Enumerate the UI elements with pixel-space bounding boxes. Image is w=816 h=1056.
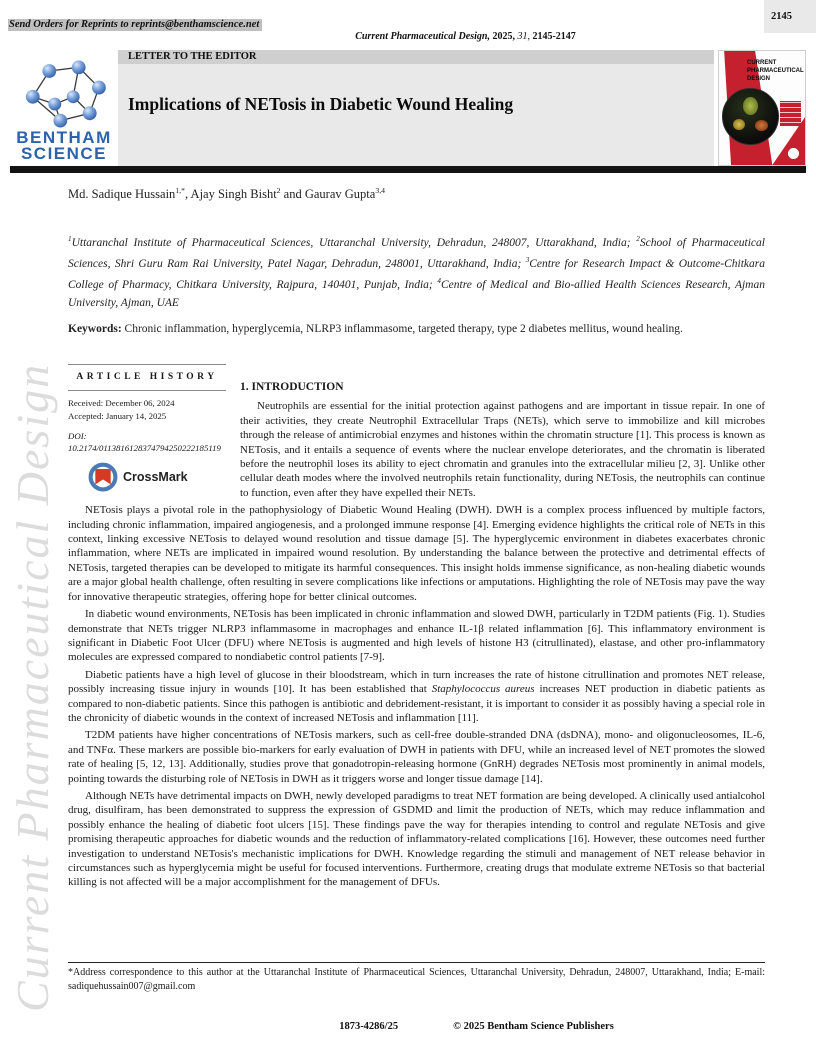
introduction-heading: 1. INTRODUCTION xyxy=(240,381,344,393)
header-divider-bar xyxy=(10,166,806,173)
correspondence-footnote: *Address correspondence to this author at the Uttaranchal Institute of Pharmaceutical Sciences, Uttaranchal University, Dehradun, 248007, Uttarakhand, India; E-mail: sadiquehussain007@gmail.com xyxy=(68,967,765,992)
paragraph-6: Although NETs have detrimental impacts on DWH, newly developed paradigms to treat NET formation are being developed. A clinically used antialcohol drug, disulfiram, has been demonstrated to suppress the expression of GSDMD and limit the production of NETs, which may reduce inflammation and possibly enhance the healing of diabetic foot ulcers [15]. These findings pave the way for therapies intending to control and regulate NETosis and give promising therapeutic approaches for diabetic wounds and the reduction of inflammatory-related complications [16]. However, these outcomes need further investigation to understand NETosis's mechanistic implications for DWH. Knowledge regarding the stimuli and management of NET release behavior in circumstances such as hyperglycemia might be useful for focused interventions. Furthermore, creating drugs that modulate extreme NETosis so that bacterial killing is not affected will be a major accomplishment for the management of DFUs. xyxy=(68,789,765,889)
doi-value: 10.2174/0113816128374794250222185119 xyxy=(68,442,221,453)
affiliation-1-marker: 1 xyxy=(68,235,72,243)
affiliation-2-marker: 2 xyxy=(636,235,640,243)
article-body xyxy=(68,360,765,893)
journal-cover-thumbnail xyxy=(718,50,806,166)
publisher-name xyxy=(10,130,118,161)
footnote-divider xyxy=(68,962,765,963)
reprint-notice[interactable]: Send Orders for Reprints to reprints@benthamscience.net xyxy=(8,19,262,31)
affiliation-4: Centre of Medical and Bio-allied Health Sciences Research, Ajman University, Ajman, UAE xyxy=(68,279,765,309)
publisher-name-line2: SCIENCE xyxy=(20,143,108,163)
affiliation-1: Uttaranchal Institute of Pharmaceutical Sciences, Uttaranchal University, Dehradun, 248007, Uttarakhand, India; xyxy=(71,236,637,249)
received-date: Received: December 06, 2024 xyxy=(68,398,175,408)
paragraph-4-part-b: increases NET production in diabetic patients as compared to non-diabetic patients. Since this pathogen is antibiotic and debridement-resistant, it is important to consider it as possibly having a special role in the chronicity of diabetic wounds in the context of increased NETosis and inflammation [11]. xyxy=(68,683,765,724)
citation-pages: 2145-2147 xyxy=(532,31,576,42)
journal-citation xyxy=(115,31,816,42)
affiliation-3: Centre for Research Impact & Outcome-Chitkara College of Pharmacy, Chitkara University, Rajpura, 140401, Punjab, India; xyxy=(68,258,765,292)
affiliation-4-marker: 4 xyxy=(437,277,441,286)
author-2: , Ajay Singh Bisht xyxy=(184,187,277,202)
paragraph-2: NETosis plays a pivotal role in the pathophysiology of Diabetic Wound Healing (DWH). DWH is a complex process influenced by multiple factors, including chronic inflammation, impaired angiogenesis, and a prolonged immune response [4]. Emerging evidence highlights the critical role of NETs in this context, linking excessive NETosis to delayed wound resolution and tissue damage [5]. The hyperglycemic environment in diabetes exacerbates chronic inflammation, where NETs are implicated in impaired wound resolution. By understanding the balance between the protective and detrimental effects of NETosis, targeted therapies can be developed to mitigate its harmful consequences. This insight holds immense significance, as non-healing diabetic wounds are a major global health challenge, often resulting in severe complications like infections or amputations. Highlighting the role of NETosis may pave the way for innovative therapeutic strategies, offering hope for better clinical outcomes. xyxy=(68,504,765,603)
article-type-banner: LETTER TO THE EDITOR xyxy=(118,50,714,64)
cover-badge-icon xyxy=(787,147,800,160)
footer-copyright: © 2025 Bentham Science Publishers xyxy=(453,1021,614,1032)
title-area xyxy=(118,64,714,166)
crossmark-label: CrossMark xyxy=(123,470,188,484)
citation-volume: 31, xyxy=(517,31,530,42)
paragraph-4-part-a: Diabetic patients have a high level of glucose in their bloodstream, which in turn increases the rate of histone citrullination and promotes NET release, possibly increasing tissue injury in wounds [10]. It has been established that xyxy=(68,668,765,696)
paragraph-3: In diabetic wound environments, NETosis has been implicated in chronic inflammation and slowed DWH, particularly in T2DM patients (Fig. 1). Studies demonstrate that NETs trigger NLRP3 inflammasome in macrophages and enhance IL-1β related inflammation [6]. This inflammatory environment is significant in Diabetic Foot Ulcer (DFU) where NETosis is augmented and high levels of histone H3 (citrullinated), elastase, and other pro-inflammatory molecules are expressed compared to nondiabetic control patients [7-9]. xyxy=(68,608,765,664)
watermark-journal-name: Current Pharmaceutical Design xyxy=(7,362,58,1012)
affiliation-3-marker: 3 xyxy=(525,256,530,265)
article-history-rule xyxy=(68,390,226,391)
author-3-superscript: 3,4 xyxy=(375,186,385,195)
page-number: 2145 xyxy=(771,11,792,22)
paragraph-5: T2DM patients have higher concentrations of NETosis markers, such as cell-free double-stranded DNA (dsDNA), mono- and oligonucleosomes, IL-6, and TNFα. These markers are possible bio-markers for early evaluation of DWH in patients with DFU, while an increased level of NET promotes the slowed rate of healing [5, 12, 13]. Additionally, studies prove that gonadotropin-releasing hormone (GnRH) degrades NETosis most prominently in animal models, pointing towards the disturbing role of NETosis in DWH as it triggers worse and longer tissue damage [14]. xyxy=(68,729,765,785)
cover-molecule-art xyxy=(722,88,779,145)
author-2-superscript: 2 xyxy=(276,186,281,195)
citation-year: 2025, xyxy=(492,31,515,42)
affiliations xyxy=(68,231,765,312)
page-footer xyxy=(68,1021,765,1032)
publisher-logo xyxy=(10,50,118,166)
affiliation-2: School of Pharmaceutical Sciences, Shri Guru Ram Rai University, Patel Nagar, Dehradun, 248001, Uttarakhand, India; xyxy=(68,236,765,271)
keywords-label: Keywords: xyxy=(68,323,122,335)
authors-line xyxy=(68,186,765,202)
author-1-superscript: 1,* xyxy=(175,186,185,195)
page-number-box xyxy=(764,0,816,33)
page-title: Implications of NETosis in Diabetic Wound Healing xyxy=(128,94,514,114)
footer-issn: 1873-4286/25 xyxy=(339,1021,399,1032)
crossmark-badge[interactable] xyxy=(88,462,226,492)
accepted-date: Accepted: January 14, 2025 xyxy=(68,410,167,421)
cover-title: CURRENT PHARMACEUTICAL DESIGN xyxy=(747,60,804,82)
keywords-text: Chronic inflammation, hyperglycemia, NLRP3 inflammasome, targeted therapy, type 2 diabetes mellitus, wound healing. xyxy=(121,323,683,335)
author-1: Md. Sadique Hussain xyxy=(68,187,176,202)
article-history-heading: ARTICLE HISTORY xyxy=(76,372,218,382)
paragraph-4 xyxy=(68,668,765,726)
title-banner xyxy=(118,50,714,166)
molecule-logo-icon xyxy=(18,60,110,128)
citation-journal: Current Pharmaceutical Design, xyxy=(355,31,490,42)
cover-infobox xyxy=(778,98,803,129)
article-history-panel xyxy=(68,364,226,492)
publisher-name-line1: BENTHAM xyxy=(16,128,112,147)
paragraph-4-species-name: Staphylococcus aureus xyxy=(431,683,535,696)
crossmark-icon xyxy=(88,462,118,492)
header-banner xyxy=(10,50,806,166)
author-3: and Gaurav Gupta xyxy=(280,187,376,202)
doi-label: DOI: xyxy=(68,431,87,441)
paragraph-1: Neutrophils are essential for the initial protection against pathogens and are important in tissue repair. In one of their activities, they create Neutrophil Extracellular Traps (NETs), which serve to immobilize and kill microbes through the release of antimicrobial enzymes and histones within the chromatin structure [1]. This process is known as NETosis, and it entails a sequence of events where the nuclear envelope deteriorates, and the chromatin is liberated before the neutrophil loses its ability to eject chromatin and granules into the extracellular milieu [2, 3]. Unlike other cellular death modes where the involved neutrophils retain functionality, during NETosis, the neutrophils can continue to function, even after they have expelled their NETs. xyxy=(240,400,765,499)
keywords-line xyxy=(68,323,765,335)
